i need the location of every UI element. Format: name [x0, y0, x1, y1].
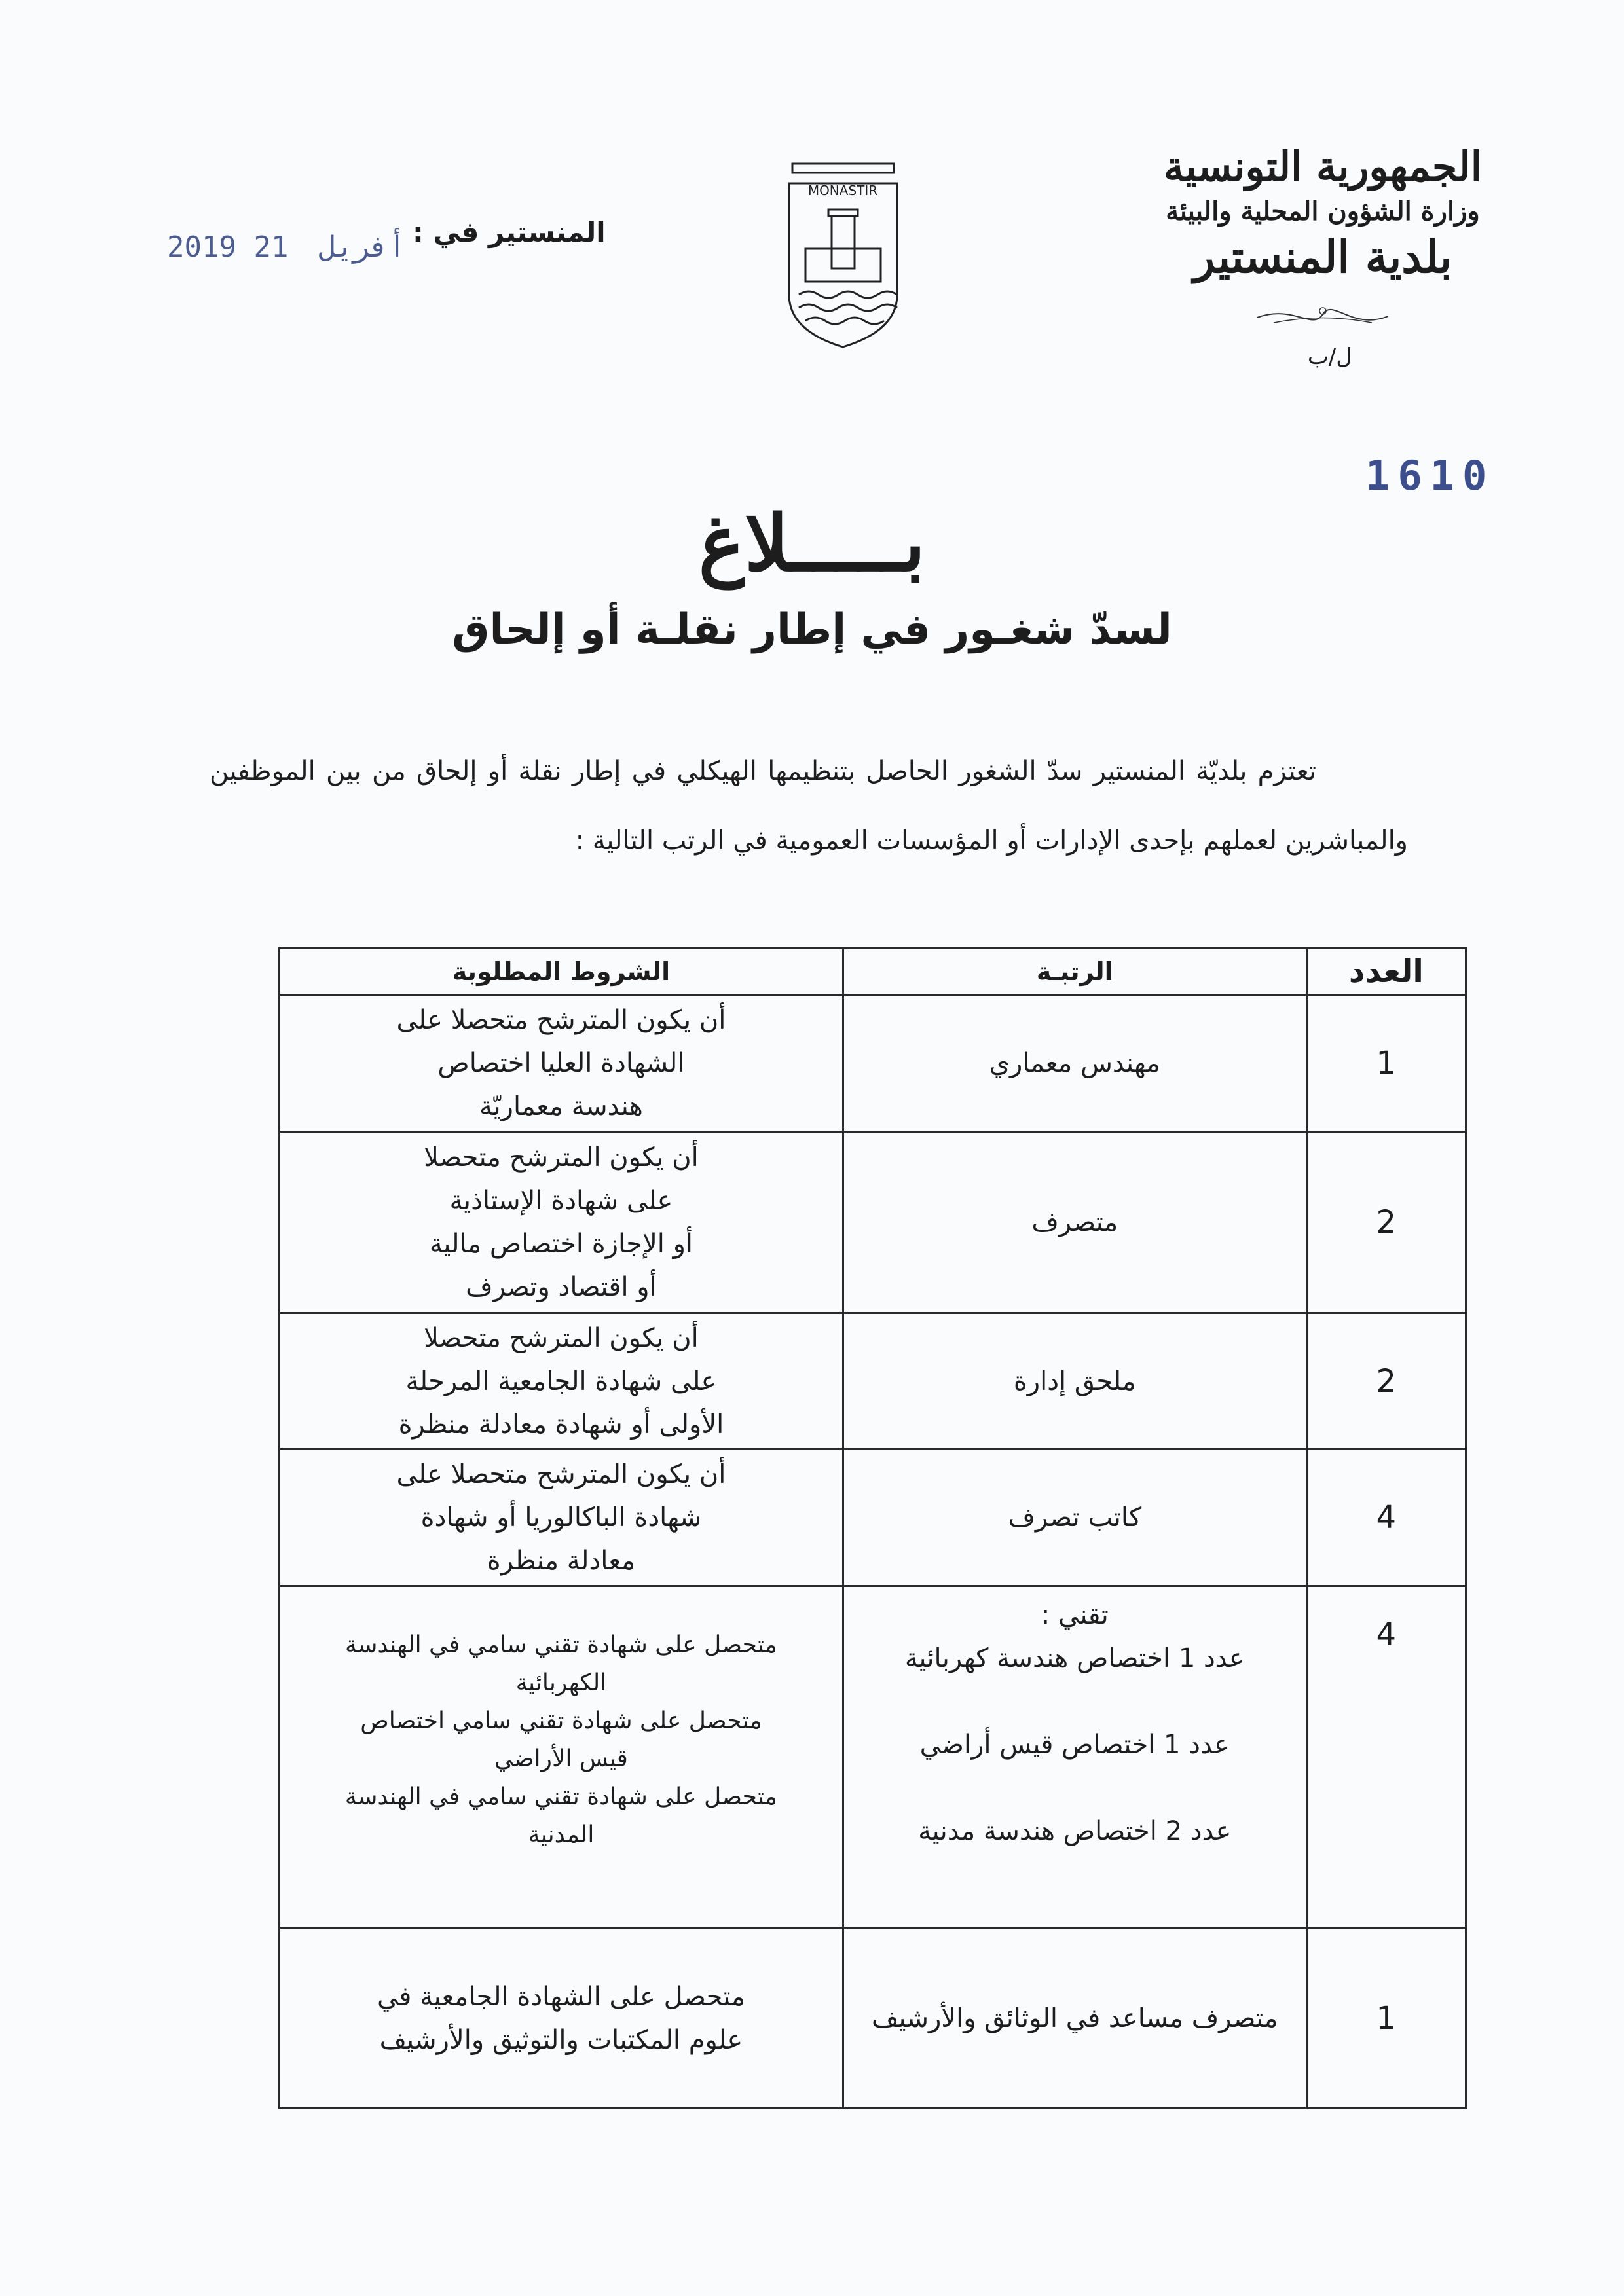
positions-table [278, 947, 1467, 2109]
table-row [280, 1131, 1466, 1313]
condition-line: متحصل على شهادة تقني سامي في الهندسة [344, 1783, 777, 1811]
municipality-name: بلدية المنستير [1193, 231, 1452, 283]
condition-line: أو اقتصاد وتصرف [466, 1271, 657, 1302]
ministry-name: وزارة الشؤون المحلية والبيئة [1166, 196, 1480, 227]
header-count: العدد [1306, 949, 1466, 995]
condition-line: أن يكون المترشح متحصلا [424, 1142, 699, 1173]
condition-line: أن يكون المترشح متحصلا [424, 1322, 699, 1353]
republic-name: الجمهورية التونسية [1164, 143, 1482, 191]
table-row [280, 995, 1466, 1132]
cell-conditions [280, 1586, 843, 1928]
cell-count: 4 [1306, 1449, 1466, 1586]
table-row [280, 1313, 1466, 1449]
cell-count: 1 [1306, 995, 1466, 1132]
rank-label: تقني : [1041, 1600, 1109, 1631]
date-year: 2019 [167, 230, 236, 264]
page-title: بـــــلاغ [698, 498, 926, 589]
condition-line: أو الإجازة اختصاص مالية [429, 1228, 693, 1259]
condition-line: قيس الأراضي [494, 1745, 628, 1773]
intro-paragraph [210, 737, 1408, 875]
date-month: أفريل [318, 230, 406, 264]
cell-count: 4 [1306, 1586, 1466, 1928]
condition-line: الأولى أو شهادة معادلة منظرة [398, 1409, 724, 1440]
table-row [280, 1928, 1466, 2109]
cell-count: 2 [1306, 1131, 1466, 1313]
condition-line: على شهادة الإستاذية [449, 1185, 673, 1216]
condition-line: أن يكون المترشح متحصلا على [396, 1004, 726, 1035]
ornament-icon [1254, 291, 1392, 337]
condition-line: هندسة معماريّة [479, 1091, 643, 1121]
emblem-text: MONASTIR [807, 183, 878, 198]
page-subtitle: لسدّ شغـور في إطار نقلـة أو إلحاق [452, 606, 1172, 654]
condition-line: الشهادة العليا اختصاص [437, 1048, 685, 1078]
rank-items [845, 1637, 1305, 1853]
cell-conditions [280, 995, 843, 1132]
letterhead [1139, 141, 1506, 285]
table-header-row [280, 949, 1466, 995]
cell-rank: ملحق إدارة [843, 1313, 1306, 1449]
monastir-emblem-icon [783, 157, 904, 350]
condition-line: على شهادة الجامعية المرحلة [405, 1366, 717, 1396]
intro-text: تعتزم بلديّة المنستير سدّ الشغور الحاصل بتنظيمها الهيكلي في إطار نقلة أو إلحاق من بين الموظفين والمباشرين لعملهم بإحدى الإدارات أو المؤسسات العمومية في الرتب التالية : [210, 756, 1408, 856]
rank-item: عدد 1 اختصاص قيس أراضي [919, 1730, 1230, 1760]
rank-item: عدد 2 اختصاص هندسة مدنية [918, 1816, 1232, 1847]
cell-rank: كاتب تصرف [843, 1449, 1306, 1586]
cell-conditions [280, 1131, 843, 1313]
date-day: 21 [253, 230, 289, 264]
condition-line: متحصل على شهادة تقني سامي اختصاص [360, 1707, 762, 1735]
registration-number: 1610 [1365, 452, 1495, 500]
condition-line: أن يكون المترشح متحصلا على [396, 1459, 726, 1490]
reference-code: ل/ب [1307, 344, 1352, 370]
condition-line: متحصل على شهادة تقني سامي في الهندسة [344, 1631, 777, 1659]
date-stamp [167, 230, 418, 264]
table-row [280, 1586, 1466, 1928]
condition-line: شهادة الباكالوريا أو شهادة [420, 1503, 702, 1533]
cell-count: 1 [1306, 1928, 1466, 2109]
cell-rank: متصرف مساعد في الوثائق والأرشيف [843, 1928, 1306, 2109]
rank-item: عدد 1 اختصاص هندسة كهربائية [904, 1643, 1245, 1674]
condition-line: علوم المكتبات والتوثيق والأرشيف [379, 2024, 743, 2055]
table-row [280, 1449, 1466, 1586]
cell-rank: متصرف [843, 1131, 1306, 1313]
date-label: المنستير في : [413, 216, 606, 248]
cell-conditions [280, 1449, 843, 1586]
cell-rank [843, 1586, 1306, 1928]
condition-line: معادلة منظرة [487, 1546, 636, 1576]
cell-conditions [280, 1928, 843, 2109]
condition-line: المدنية [528, 1821, 595, 1849]
cell-count: 2 [1306, 1313, 1466, 1449]
header-conditions: الشروط المطلوبة [280, 949, 843, 995]
condition-line: متحصل على الشهادة الجامعية في [377, 1981, 745, 2012]
header-rank: الرتبـة [843, 949, 1306, 995]
condition-line: الكهربائية [515, 1669, 607, 1697]
cell-rank: مهندس معماري [843, 995, 1306, 1132]
cell-conditions [280, 1313, 843, 1449]
